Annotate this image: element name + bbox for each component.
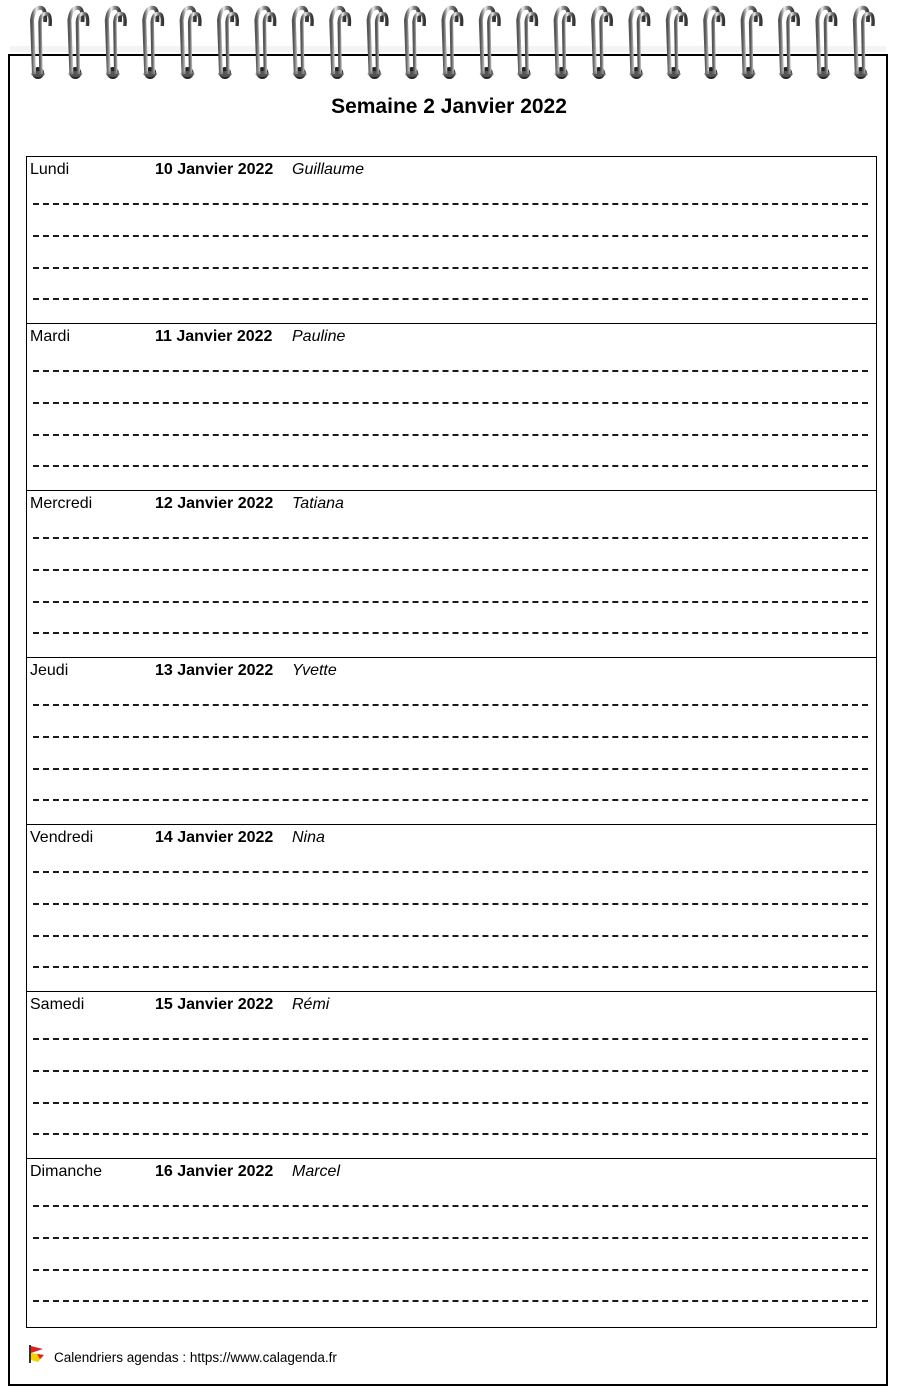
day-saint: Pauline	[292, 328, 346, 345]
footer-text[interactable]: Calendriers agendas : https://www.calagenda.fr	[54, 1350, 337, 1365]
writing-line[interactable]	[33, 465, 868, 467]
binding-ring	[442, 8, 461, 79]
writing-line[interactable]	[33, 903, 868, 905]
day-block	[27, 157, 876, 324]
binding-ring	[106, 8, 125, 79]
binding-ring	[667, 8, 686, 79]
day-name: Dimanche	[30, 1163, 103, 1180]
day-date: 14 Janvier 2022	[155, 829, 274, 846]
day-block	[27, 491, 876, 658]
day-saint: Guillaume	[292, 161, 365, 178]
day-date: 16 Janvier 2022	[155, 1163, 274, 1180]
day-block	[27, 1159, 876, 1326]
day-saint: Yvette	[292, 662, 337, 679]
day-saint: Marcel	[292, 1163, 341, 1180]
binding-ring	[854, 8, 873, 79]
day-block	[27, 658, 876, 825]
day-date: 10 Janvier 2022	[155, 161, 274, 178]
day-name: Lundi	[30, 161, 70, 178]
day-date: 13 Janvier 2022	[155, 662, 274, 679]
binding-ring	[293, 8, 312, 79]
day-name: Jeudi	[30, 662, 69, 679]
binding-ring	[592, 8, 611, 79]
binding-ring	[181, 8, 200, 79]
day-saint: Nina	[292, 829, 325, 846]
day-saint: Tatiana	[292, 495, 344, 512]
binding-ring	[330, 8, 349, 79]
day-date: 12 Janvier 2022	[155, 495, 274, 512]
day-date: 11 Janvier 2022	[155, 328, 273, 345]
day-name: Vendredi	[30, 829, 94, 846]
writing-line[interactable]	[33, 632, 868, 634]
binding-ring	[517, 8, 536, 79]
spiral-binding	[0, 0, 898, 90]
binding-ring	[405, 8, 424, 79]
writing-line[interactable]	[33, 966, 868, 968]
binding-ring	[143, 8, 162, 79]
binding-ring	[816, 8, 835, 79]
writing-line[interactable]	[33, 370, 868, 372]
day-date: 15 Janvier 2022	[155, 996, 274, 1013]
flag-icon	[28, 1345, 46, 1363]
binding-ring	[704, 8, 723, 79]
binding-ring	[779, 8, 798, 79]
writing-line[interactable]	[33, 736, 868, 738]
day-saint: Rémi	[292, 996, 330, 1013]
binding-ring	[255, 8, 274, 79]
writing-line[interactable]	[33, 267, 868, 269]
writing-line[interactable]	[33, 1038, 868, 1040]
writing-line[interactable]	[33, 768, 868, 770]
writing-line[interactable]	[33, 1300, 868, 1302]
binding-ring	[31, 8, 50, 79]
binding-ring	[555, 8, 574, 79]
writing-line[interactable]	[33, 537, 868, 539]
day-name: Mercredi	[30, 495, 93, 512]
binding-ring	[629, 8, 648, 79]
writing-line[interactable]	[33, 203, 868, 205]
week-grid	[26, 156, 877, 1328]
binding-ring	[742, 8, 761, 79]
binding-ring	[480, 8, 499, 79]
writing-line[interactable]	[33, 1269, 868, 1271]
binding-ring	[368, 8, 387, 79]
day-name: Mardi	[30, 328, 71, 345]
day-name: Samedi	[30, 996, 85, 1013]
writing-line[interactable]	[33, 871, 868, 873]
day-block	[27, 992, 876, 1159]
writing-line[interactable]	[33, 935, 868, 937]
footer	[28, 1346, 337, 1370]
binding-ring	[68, 8, 87, 79]
writing-line[interactable]	[33, 601, 868, 603]
writing-line[interactable]	[33, 235, 868, 237]
writing-line[interactable]	[33, 569, 868, 571]
writing-line[interactable]	[33, 298, 868, 300]
writing-line[interactable]	[33, 1102, 868, 1104]
writing-line[interactable]	[33, 434, 868, 436]
writing-line[interactable]	[33, 1237, 868, 1239]
day-block	[27, 825, 876, 992]
writing-line[interactable]	[33, 1070, 868, 1072]
page-title: Semaine 2 Janvier 2022	[331, 95, 567, 118]
writing-line[interactable]	[33, 1133, 868, 1135]
writing-line[interactable]	[33, 704, 868, 706]
day-block	[27, 324, 876, 491]
binding-ring	[218, 8, 237, 79]
writing-line[interactable]	[33, 1205, 868, 1207]
writing-line[interactable]	[33, 799, 868, 801]
writing-line[interactable]	[33, 402, 868, 404]
